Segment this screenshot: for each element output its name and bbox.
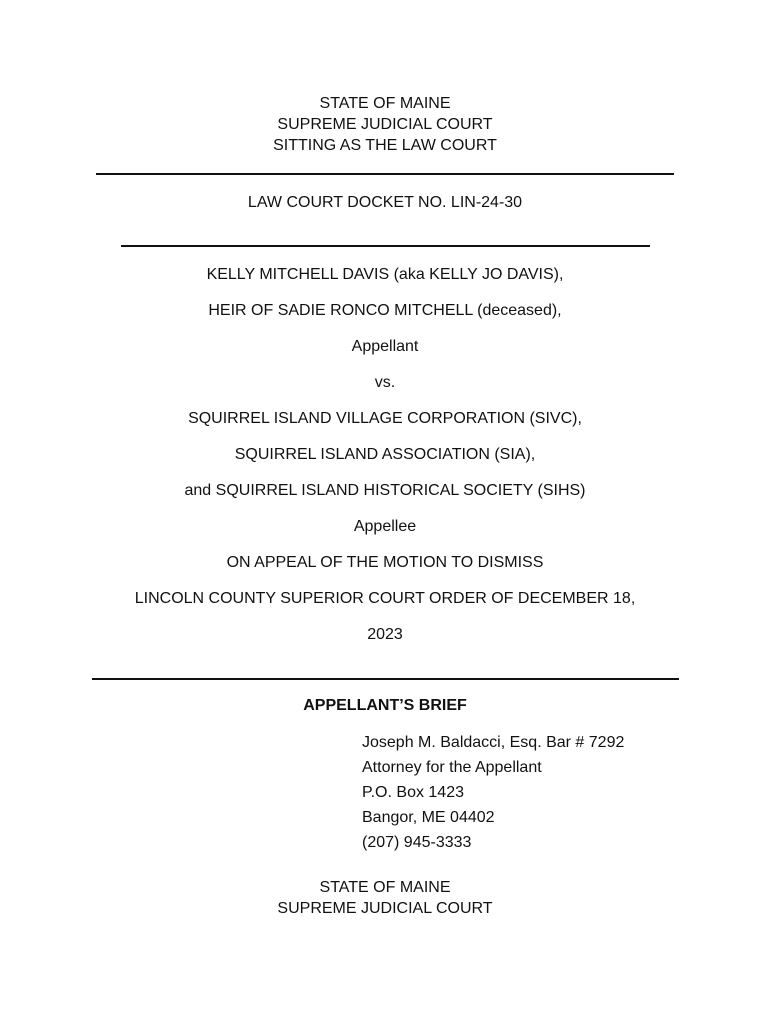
appellee-sihs: and SQUIRREL ISLAND HISTORICAL SOCIETY (SIHS) — [184, 482, 586, 499]
footer-court: SUPREME JUDICIAL COURT — [277, 900, 493, 917]
header-sitting: SITTING AS THE LAW COURT — [273, 137, 497, 154]
versus: vs. — [374, 374, 396, 391]
footer-state: STATE OF MAINE — [319, 879, 451, 896]
header-state: STATE OF MAINE — [319, 95, 451, 112]
appellant-heir: HEIR OF SADIE RONCO MITCHELL (deceased), — [208, 302, 562, 319]
attorney-name: Joseph M. Baldacci, Esq. Bar # 7292 — [362, 734, 625, 751]
attorney-role: Attorney for the Appellant — [362, 759, 542, 776]
header-court: SUPREME JUDICIAL COURT — [277, 116, 493, 133]
appellee-sivc: SQUIRREL ISLAND VILLAGE CORPORATION (SIVC), — [188, 410, 582, 427]
appeal-line-1: ON APPEAL OF THE MOTION TO DISMISS — [226, 554, 544, 571]
appellee-role: Appellee — [353, 518, 417, 535]
attorney-city: Bangor, ME 04402 — [362, 809, 495, 826]
divider-rule — [121, 245, 650, 247]
brief-title: APPELLANT’S BRIEF — [303, 697, 467, 714]
docket-number: LAW COURT DOCKET NO. LIN-24-30 — [247, 194, 523, 211]
divider-rule — [92, 678, 679, 680]
appeal-line-3: 2023 — [367, 626, 403, 643]
appellant-name: KELLY MITCHELL DAVIS (aka KELLY JO DAVIS), — [206, 266, 564, 283]
attorney-po-box: P.O. Box 1423 — [362, 784, 464, 801]
appellant-role: Appellant — [351, 338, 419, 355]
divider-rule — [96, 173, 674, 175]
attorney-phone: (207) 945-3333 — [362, 834, 472, 851]
appellee-sia: SQUIRREL ISLAND ASSOCIATION (SIA), — [234, 446, 536, 463]
appeal-line-2: LINCOLN COUNTY SUPERIOR COURT ORDER OF DECEMBER 18, — [134, 590, 636, 607]
